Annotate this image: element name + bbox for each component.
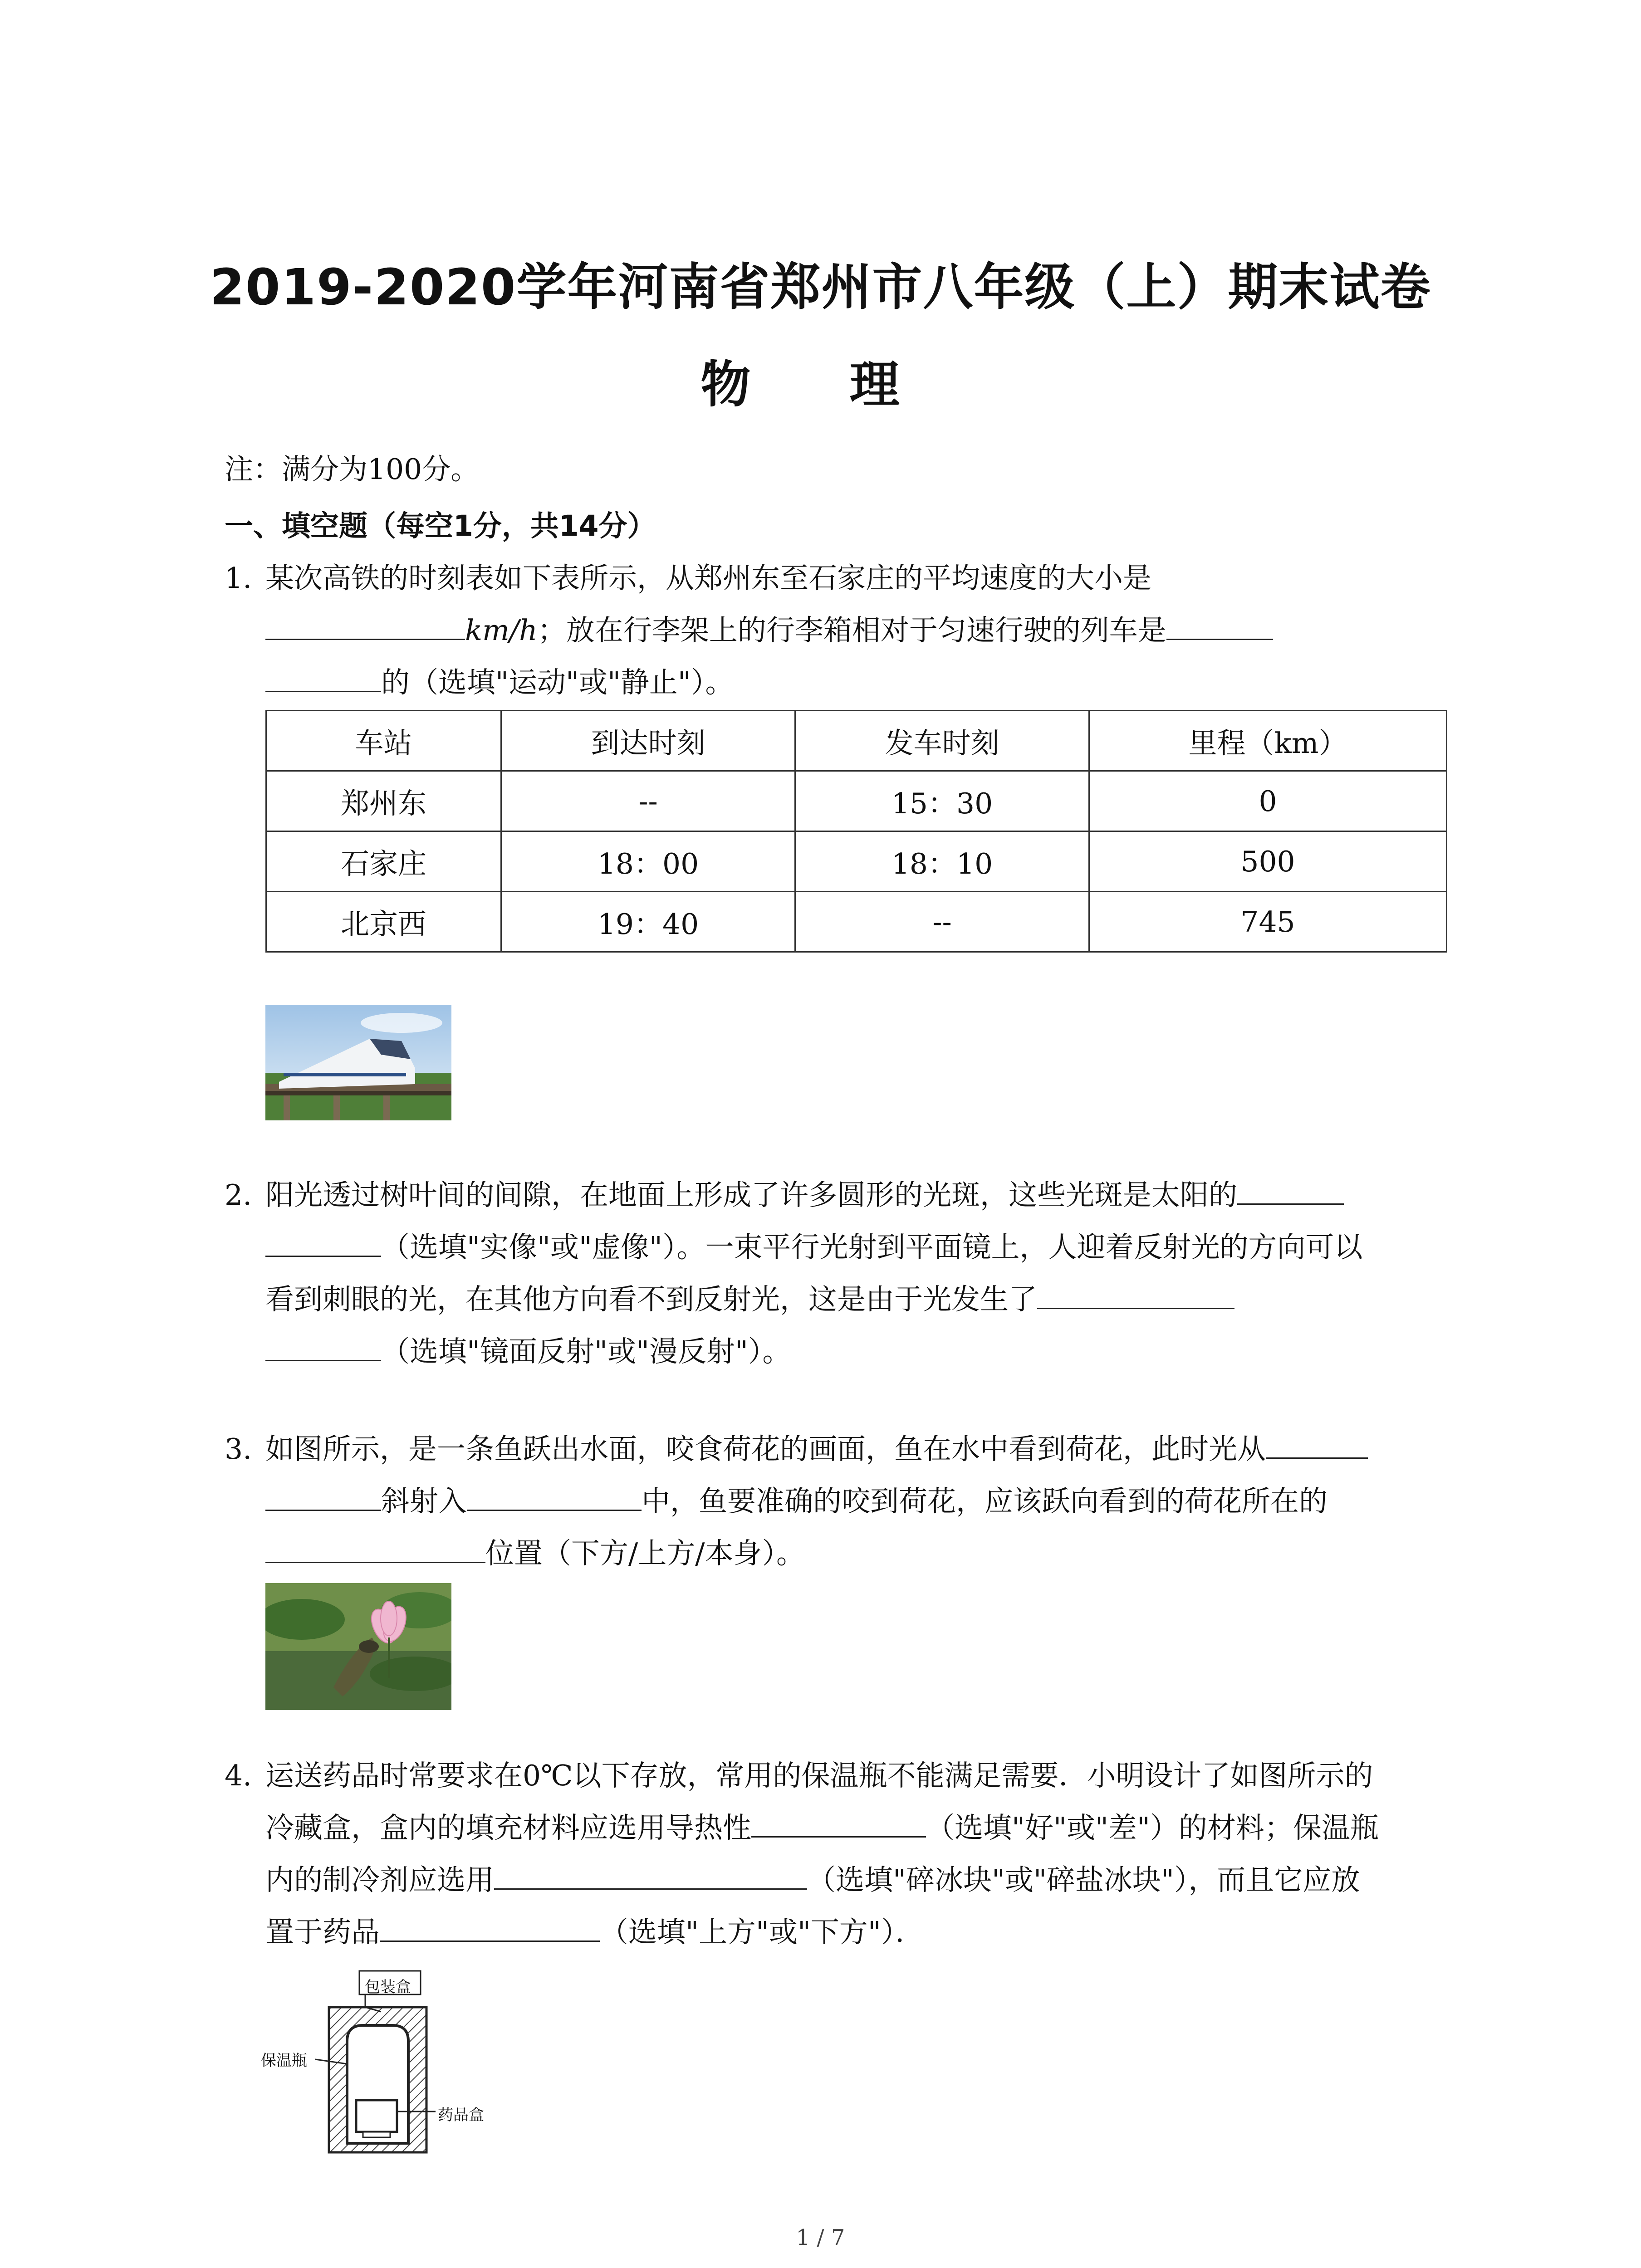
q3-blank-position[interactable] (265, 1534, 485, 1563)
q4-line3a: 内的制冷剂应选用 (265, 1863, 494, 1897)
q1-line3-text: 的（选填"运动"或"静止"）。 (381, 666, 734, 699)
table-header: 车站 (266, 711, 501, 771)
q4-blank-conductivity[interactable] (751, 1808, 926, 1838)
q2-line3 (265, 1277, 1234, 1322)
q1-line3 (265, 660, 734, 705)
q1-number: 1. (225, 562, 252, 595)
q4-blank-coolant[interactable] (494, 1860, 807, 1890)
q4-blank-placement[interactable] (380, 1912, 600, 1942)
table-cell: 745 (1089, 892, 1447, 952)
q4-line1: 运送药品时常要求在0℃以下存放，常用的保温瓶不能满足需要．小明设计了如图所示的 (265, 1759, 1373, 1792)
table-row (266, 892, 1447, 952)
q2-line2 (265, 1225, 1362, 1270)
q3-line2 (265, 1479, 1327, 1524)
q1-blank-speed[interactable] (265, 611, 465, 640)
cold-box-diagram (263, 1962, 499, 2157)
table-cell: 石家庄 (266, 831, 501, 892)
bottle-label: 保温瓶 (261, 2052, 307, 2070)
table-cell: 18：00 (501, 831, 795, 892)
q1-line2-text: ；放在行李架上的行李箱相对于匀速行驶的列车是 (537, 614, 1166, 647)
page-number: 1 / 7 (796, 2225, 845, 2250)
q1-blank-motion-b[interactable] (265, 663, 381, 692)
q3-line3-text: 位置（下方/上方/本身）。 (485, 1537, 805, 1570)
q1-unit: km/h (465, 614, 538, 647)
table-cell: 北京西 (266, 892, 501, 952)
subject-title: 物 理 (700, 356, 941, 414)
fish-lotus-photo (265, 1583, 451, 1710)
q2-line1 (265, 1173, 1344, 1218)
q3-number: 3. (225, 1432, 252, 1466)
medicine-box-label: 药品盒 (438, 2106, 484, 2124)
q4-number: 4. (225, 1759, 252, 1792)
q4-line4a: 置于药品 (265, 1916, 380, 1949)
q2-line1-text: 阳光透过树叶间的间隙，在地面上形成了许多圆形的光斑，这些光斑是太阳的 (265, 1178, 1237, 1212)
table-cell: -- (501, 771, 795, 831)
timetable (265, 710, 1447, 953)
q4-line2a: 冷藏盒，盒内的填充材料应选用导热性 (265, 1811, 751, 1844)
table-header: 里程（km） (1089, 711, 1447, 771)
table-cell: 500 (1089, 831, 1447, 892)
q2-blank-reflection-b[interactable] (265, 1332, 381, 1361)
table-cell: 郑州东 (266, 771, 501, 831)
train-photo (265, 1005, 451, 1120)
q4-line3b: （选填"碎冰块"或"碎盐冰块"），而且它应放 (807, 1863, 1360, 1897)
table-header-row (266, 711, 1447, 771)
table-header: 到达时刻 (501, 711, 795, 771)
score-note: 注：满分为100分。 (225, 453, 480, 486)
q3-blank-medium-c[interactable] (467, 1481, 642, 1511)
q4-line2b: （选填"好"或"差"）的材料；保温瓶 (926, 1811, 1379, 1844)
q4-line3 (265, 1857, 1360, 1903)
q3-line2a: 斜射入 (381, 1485, 467, 1518)
q4-line4 (265, 1910, 924, 1955)
q3-blank-medium-b[interactable] (265, 1481, 381, 1511)
q2-blank-reflection-a[interactable] (1037, 1280, 1234, 1309)
q2-line2-text: （选填"实像"或"虚像"）。一束平行光射到平面镜上，人迎着反射光的方向可以 (381, 1231, 1363, 1264)
q2-line3-text: 看到刺眼的光，在其他方向看不到反射光，这是由于光发生了 (265, 1283, 1037, 1316)
q2-number: 2. (225, 1178, 252, 1212)
table-row (266, 771, 1447, 831)
q4-line4b: （选填"上方"或"下方"）． (600, 1916, 924, 1949)
q3-line1-text: 如图所示，是一条鱼跃出水面，咬食荷花的画面，鱼在水中看到荷花，此时光从 (265, 1432, 1266, 1466)
q1-blank-motion-a[interactable] (1166, 611, 1273, 640)
q3-line3 (265, 1531, 805, 1576)
q4-line2 (265, 1805, 1379, 1851)
table-cell: -- (795, 892, 1089, 952)
table-row (266, 831, 1447, 892)
exam-title: 2019-2020学年河南省郑州市八年级（上）期末试卷 (210, 258, 1431, 316)
q3-blank-medium-a[interactable] (1266, 1429, 1368, 1459)
q1-line1: 某次高铁的时刻表如下表所示，从郑州东至石家庄的平均速度的大小是 (265, 562, 1151, 595)
q2-blank-image-b[interactable] (265, 1227, 381, 1257)
box-label: 包装盒 (365, 1978, 411, 1996)
table-cell: 19：40 (501, 892, 795, 952)
q2-line4 (265, 1329, 791, 1374)
q3-line2b: 中，鱼要准确的咬到荷花，应该跃向看到的荷花所在的 (642, 1485, 1327, 1518)
q3-line1 (265, 1427, 1368, 1472)
table-header: 发车时刻 (795, 711, 1089, 771)
q2-line4-text: （选填"镜面反射"或"漫反射"）。 (381, 1335, 791, 1368)
table-cell: 18：10 (795, 831, 1089, 892)
q1-line2 (265, 608, 1273, 653)
section-heading: 一、填空题（每空1分，共14分） (225, 509, 656, 543)
table-cell: 0 (1089, 771, 1447, 831)
table-cell: 15：30 (795, 771, 1089, 831)
q2-blank-image-a[interactable] (1237, 1175, 1344, 1205)
